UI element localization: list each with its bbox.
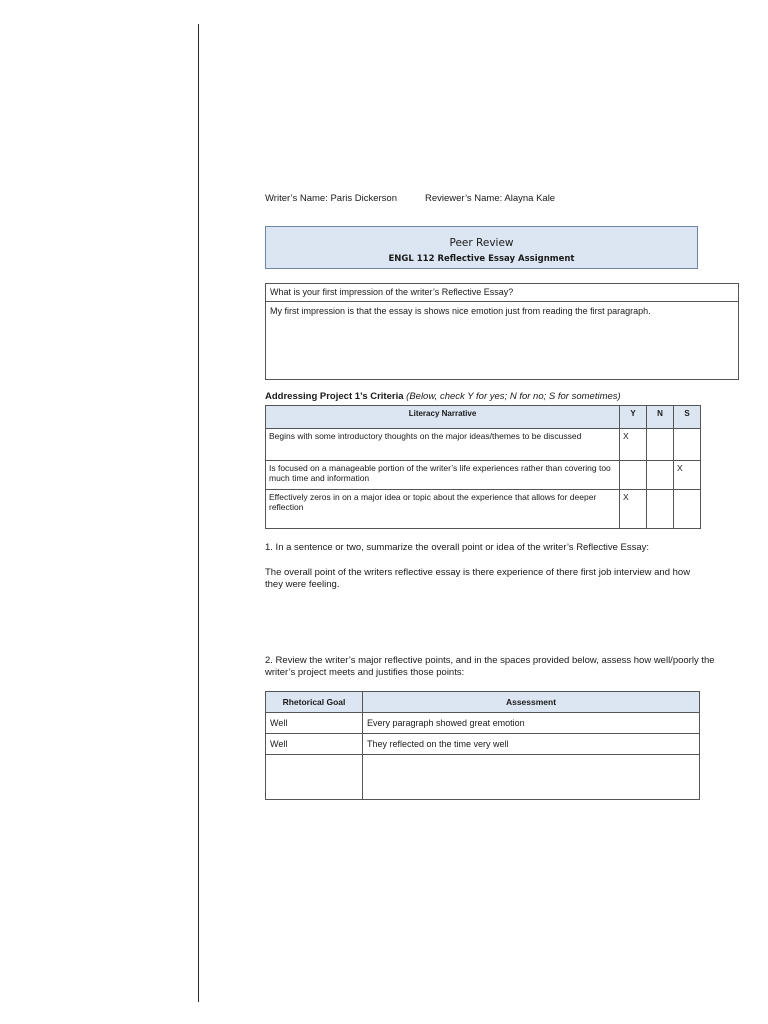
writer-name-value: Paris Dickerson: [330, 193, 397, 204]
table-row: [266, 755, 700, 800]
column-header: Assessment: [363, 692, 700, 713]
reviewer-name-value: Alayna Kale: [504, 193, 556, 204]
goals-table: [265, 691, 700, 800]
assessment-cell[interactable]: Every paragraph showed great emotion: [363, 713, 700, 734]
check-s[interactable]: [674, 490, 701, 529]
reviewer-name: [425, 193, 555, 204]
impression-answer[interactable]: My first impression is that the essay is shows nice emotion just from reading the first paragraph.: [270, 306, 651, 316]
table-row: [266, 734, 700, 755]
check-s[interactable]: [674, 429, 701, 461]
title-box: [265, 226, 698, 269]
question-2-prompt: 2. Review the writer’s major reflective points, and in the spaces provided below, assess how well/poorly the writer’s project meets and justifies those points:: [265, 655, 715, 678]
impression-question: What is your first impression of the writer’s Reflective Essay?: [266, 284, 738, 302]
page-title: Peer Review: [449, 237, 514, 249]
writer-name: [265, 193, 397, 204]
table-row: [266, 490, 701, 529]
question-1-answer[interactable]: The overall point of the writers reflective essay is there experience of there first job interview and how they were feeling.: [265, 567, 691, 590]
criterion-text: Begins with some introductory thoughts on the major ideas/themes to be discussed: [266, 429, 620, 461]
criteria-header-row: [266, 406, 701, 429]
check-y[interactable]: X: [620, 490, 647, 529]
criterion-text: Is focused on a manageable portion of the writer’s life experiences rather than covering too much time and information: [266, 461, 620, 490]
column-header: Literacy Narrative: [266, 406, 620, 429]
check-s[interactable]: X: [674, 461, 701, 490]
column-header: N: [647, 406, 674, 429]
check-n[interactable]: [647, 490, 674, 529]
column-header: S: [674, 406, 701, 429]
table-row: [266, 429, 701, 461]
page-margin-line: [198, 24, 199, 1002]
criteria-heading-line: [265, 391, 621, 402]
impression-box: [265, 283, 739, 380]
table-row: [266, 713, 700, 734]
goal-cell[interactable]: Well: [266, 713, 363, 734]
reviewer-label: Reviewer’s Name:: [425, 193, 503, 204]
check-n[interactable]: [647, 429, 674, 461]
question-1-prompt: 1. In a sentence or two, summarize the overall point or idea of the writer’s Reflective Essay:: [265, 542, 650, 553]
assignment-title: ENGL 112 Reflective Essay Assignment: [388, 254, 575, 264]
goal-cell[interactable]: [266, 755, 363, 800]
criteria-table: [265, 405, 701, 529]
table-row: [266, 461, 701, 490]
goal-cell[interactable]: Well: [266, 734, 363, 755]
check-n[interactable]: [647, 461, 674, 490]
criterion-text: Effectively zeros in on a major idea or topic about the experience that allows for deeper reflection: [266, 490, 620, 529]
check-y[interactable]: X: [620, 429, 647, 461]
writer-label: Writer’s Name:: [265, 193, 328, 204]
criteria-instruction: (Below, check Y for yes; N for no; S for sometimes): [406, 391, 621, 402]
column-header: Y: [620, 406, 647, 429]
assessment-cell[interactable]: They reflected on the time very well: [363, 734, 700, 755]
goals-header-row: [266, 692, 700, 713]
column-header: Rhetorical Goal: [266, 692, 363, 713]
check-y[interactable]: [620, 461, 647, 490]
assessment-cell[interactable]: [363, 755, 700, 800]
criteria-heading: Addressing Project 1’s Criteria: [265, 391, 404, 402]
